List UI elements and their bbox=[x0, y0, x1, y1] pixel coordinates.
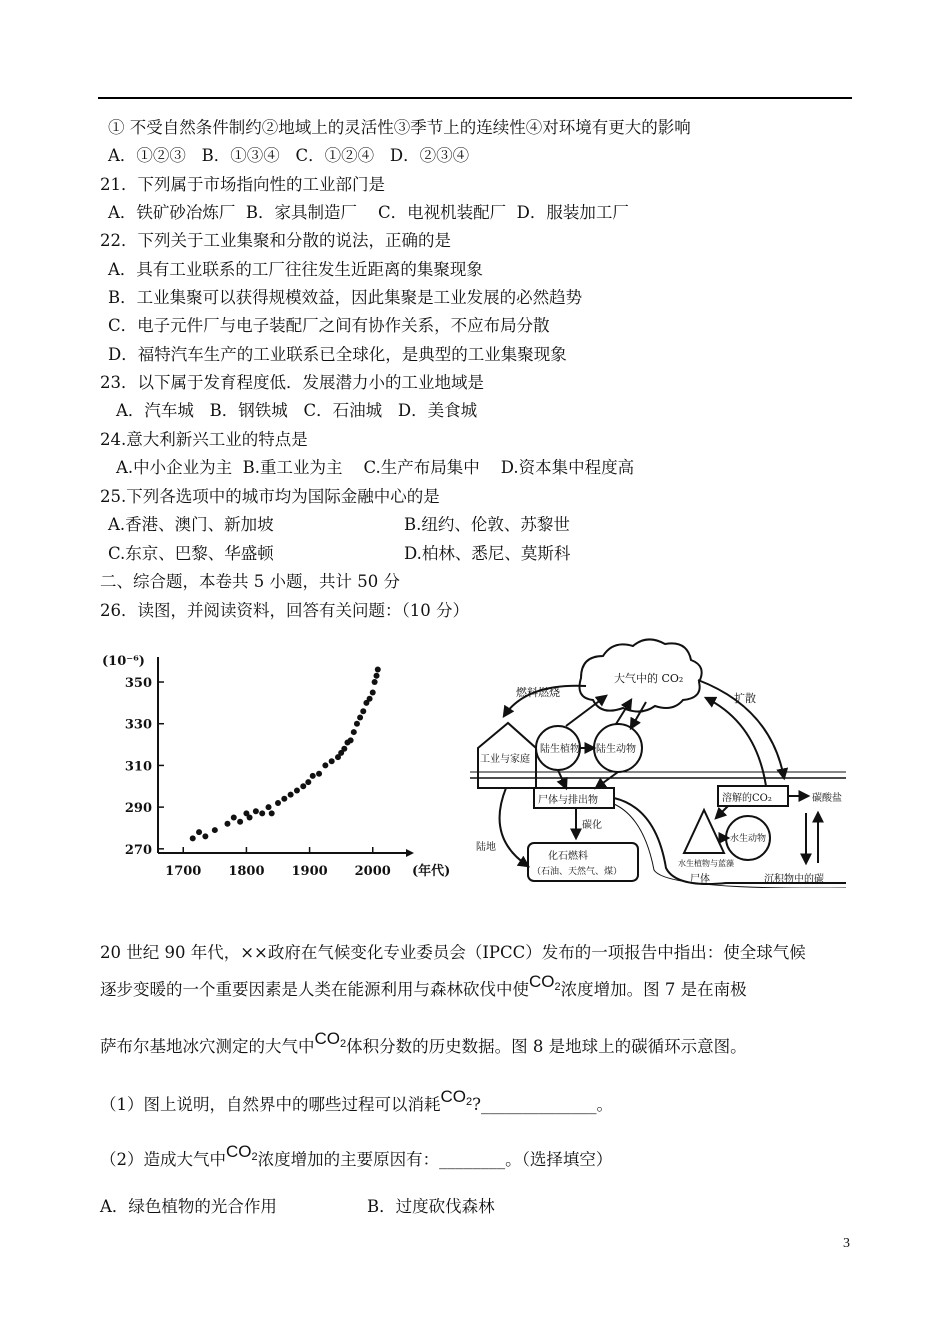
data-point bbox=[316, 771, 322, 777]
section-2-heading: 二、综合题，本卷共 5 小题，共计 50 分 bbox=[100, 572, 400, 591]
data-point bbox=[224, 821, 230, 827]
x-tick-label: 2000 bbox=[354, 864, 391, 879]
co2-formula: $CO_2$ bbox=[314, 1029, 347, 1050]
data-point bbox=[288, 792, 294, 798]
data-point bbox=[322, 762, 328, 768]
q23-options: A．汽车城 B．钢铁城 C．石油城 D．美食城 bbox=[116, 401, 478, 420]
q21-stem: 21．下列属于市场指向性的工业部门是 bbox=[100, 175, 385, 194]
co2-formula: $CO_2$ bbox=[529, 972, 561, 993]
q25-option-c: C.东京、巴黎、华盛顿 bbox=[108, 544, 274, 563]
answer-blank-2[interactable]: ________ bbox=[439, 1150, 506, 1169]
q26-stem: 26．读图，并阅读资料，回答有关问题：（10 分） bbox=[100, 601, 469, 620]
material-para-line-1: 20 世纪 90 年代，××政府在气候变化专业委员会（IPCC）发布的一项报告中指出：使全球气候 bbox=[100, 943, 806, 962]
co2-formula: $CO_2$ bbox=[226, 1142, 258, 1163]
data-point bbox=[351, 729, 357, 735]
answer-blank-1[interactable]: ______________ bbox=[480, 1095, 597, 1114]
sub-question-1: （1）图上说明，自然界中的哪些过程可以消耗$CO_2?\_\_\_\_\_\_\_\_\_\_\_\_\_\_$。 bbox=[100, 1087, 613, 1114]
q25-option-b: B.纽约、伦敦、苏黎世 bbox=[404, 515, 570, 534]
q22-option-c: C．电子元件厂与电子装配厂之间有协作关系，不应布局分散 bbox=[108, 316, 550, 335]
data-point bbox=[374, 673, 380, 679]
q20-statements: ① 不受自然条件制约②地域上的灵活性③季节上的连续性④对环境有更大的影响 bbox=[108, 118, 691, 137]
diffusion-label: 扩散 bbox=[734, 692, 756, 705]
sub-question-2: （2）造成大气中$CO_2$浓度增加的主要原因有：________。（选择填空） bbox=[100, 1142, 613, 1169]
y-tick-label: 350 bbox=[124, 676, 152, 692]
y-unit-label: (10⁻⁶) bbox=[102, 654, 145, 669]
co2-history-chart bbox=[98, 645, 450, 885]
data-point bbox=[329, 758, 335, 764]
co2-formula: $CO_2$ bbox=[440, 1087, 473, 1108]
q25-stem: 25.下列各选项中的城市均为国际金融中心的是 bbox=[100, 487, 440, 506]
x-tick-label: 1800 bbox=[228, 864, 265, 879]
atmosphere-label: 大气中的 CO₂ bbox=[614, 672, 684, 685]
dissolved-co2-label: 溶解的CO₂ bbox=[722, 793, 772, 804]
data-point bbox=[348, 737, 354, 743]
y-tick-label: 330 bbox=[124, 717, 152, 733]
x-axis-label: (年代) bbox=[412, 864, 450, 879]
x-axis-arrow bbox=[406, 849, 414, 857]
land-animals-label: 陆生动物 bbox=[596, 744, 636, 755]
data-point bbox=[294, 787, 300, 793]
remains-label: 尸体与排出物 bbox=[538, 795, 598, 806]
data-point bbox=[310, 773, 316, 779]
choice-b: B．过度砍伐森林 bbox=[367, 1197, 495, 1216]
data-point bbox=[231, 815, 237, 821]
water-plants-label: 水生植物与蓝藻 bbox=[678, 859, 734, 868]
data-point bbox=[269, 810, 275, 816]
data-point bbox=[360, 708, 366, 714]
q21-options: A．铁矿砂冶炼厂 B．家具制造厂 C．电视机装配厂 D．服装加工厂 bbox=[108, 203, 629, 222]
q24-options: A.中小企业为主 B.重工业为主 C.生产布局集中 D.资本集中程度高 bbox=[116, 458, 635, 477]
data-point bbox=[202, 833, 208, 839]
industry-label: 工业与家庭 bbox=[480, 754, 530, 765]
x-tick-label: 1700 bbox=[165, 864, 202, 879]
sediment-carbon-label: 沉积物中的碳 bbox=[764, 874, 824, 885]
choice-a: A．绿色植物的光合作用 bbox=[100, 1197, 277, 1216]
page-number: 3 bbox=[843, 1236, 850, 1251]
data-point bbox=[305, 779, 311, 785]
q22-option-a: A．具有工业联系的工厂往往发生近距离的集聚现象 bbox=[108, 260, 483, 279]
data-point bbox=[375, 667, 381, 673]
q20-options: A．①②③ B．①③④ C．①②④ D．②③④ bbox=[108, 146, 470, 165]
y-tick-label: 290 bbox=[124, 801, 152, 817]
q24-stem: 24.意大利新兴工业的特点是 bbox=[100, 430, 308, 449]
data-point bbox=[196, 829, 202, 835]
q23-stem: 23．以下属于发育程度低．发展潜力小的工业地域是 bbox=[100, 373, 484, 392]
data-point bbox=[281, 796, 287, 802]
fuel-burning-label: 燃料燃烧 bbox=[516, 686, 560, 699]
material-para-line-2: 逐步变暖的一个重要因素是人类在能源利用与森林砍伐中使$CO_2$浓度增加。图 7 是在南极 bbox=[100, 972, 747, 999]
fossil-fuel-label: 化石燃料 bbox=[548, 851, 588, 862]
data-point bbox=[341, 746, 347, 752]
land-label: 陆地 bbox=[476, 842, 496, 853]
water-animals-label: 水生动物 bbox=[730, 834, 767, 844]
carbon-cycle-diagram bbox=[466, 638, 852, 888]
data-point bbox=[212, 827, 218, 833]
data-point bbox=[253, 808, 259, 814]
fossil-types-label: （石油、天然气、煤） bbox=[532, 867, 623, 877]
data-point bbox=[300, 783, 306, 789]
data-point bbox=[190, 835, 196, 841]
q25-option-d: D.柏林、悉尼、莫斯科 bbox=[404, 544, 571, 563]
data-point bbox=[259, 810, 265, 816]
data-point bbox=[237, 819, 243, 825]
data-point bbox=[275, 800, 281, 806]
data-point bbox=[372, 679, 378, 685]
carbonization-label: 碳化 bbox=[582, 820, 602, 831]
y-tick-label: 310 bbox=[124, 759, 152, 775]
q25-option-a: A.香港、澳门、新加坡 bbox=[108, 515, 274, 534]
q22-stem: 22．下列关于工业集聚和分散的说法，正确的是 bbox=[100, 231, 451, 250]
data-point bbox=[266, 804, 272, 810]
q22-option-d: D．福特汽车生产的工业联系已全球化，是典型的工业集聚现象 bbox=[108, 345, 567, 364]
material-para-line-3: 萨布尔基地冰穴测定的大气中$CO_2$体积分数的历史数据。图 8 是地球上的碳循环示意图。 bbox=[100, 1029, 747, 1056]
data-point bbox=[247, 815, 253, 821]
data-point bbox=[367, 696, 373, 702]
y-tick-label: 270 bbox=[124, 842, 152, 858]
corpse-label: 尸体 bbox=[690, 874, 710, 885]
data-point bbox=[370, 689, 376, 695]
data-point bbox=[354, 721, 360, 727]
q22-option-b: B．工业集聚可以获得规模效益，因此集聚是工业发展的必然趋势 bbox=[108, 288, 583, 307]
land-plants-label: 陆生植物 bbox=[540, 744, 580, 755]
x-tick-label: 1900 bbox=[291, 864, 328, 879]
header-rule bbox=[98, 97, 852, 99]
carbonate-label: 碳酸盐 bbox=[812, 793, 842, 804]
data-point bbox=[357, 714, 363, 720]
